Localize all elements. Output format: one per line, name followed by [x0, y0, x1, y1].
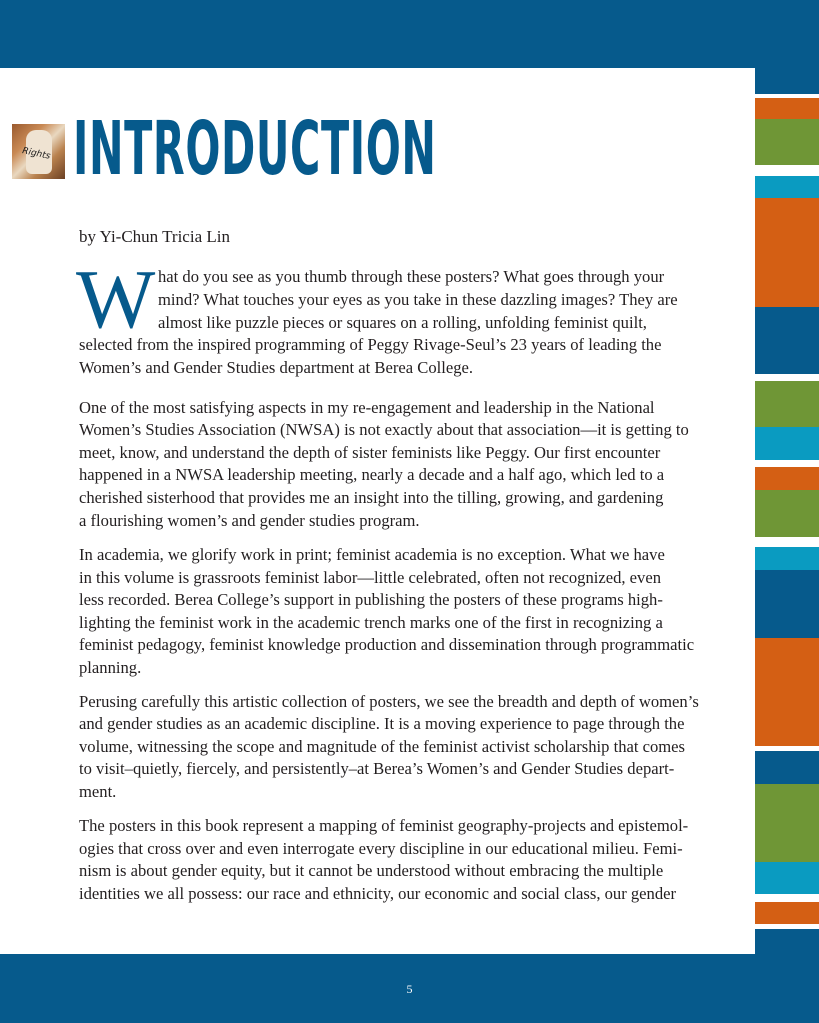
side-color-stripes: [755, 68, 819, 954]
stripe-orange: [755, 638, 819, 746]
stripe-orange: [755, 467, 819, 490]
stripe-green: [755, 490, 819, 537]
paragraph-2-line: cherished sisterhood that provides me an insight into the tilling, growing, and gardening: [79, 488, 664, 507]
paragraph-5-line: ogies that cross over and even interrogate every discipline in our educational milieu. Femi-: [79, 839, 683, 858]
paragraph-1-line: hat do you see as you thumb through these posters? What goes through your: [158, 267, 665, 286]
drop-cap: W: [76, 253, 156, 346]
paragraph-5-line: identities we all possess: our race and ethnicity, our economic and social class, our gender: [79, 884, 677, 903]
paragraph-4-line: volume, witnessing the scope and magnitude of the feminist activist scholarship that comes: [79, 737, 686, 756]
paragraph-3-line: planning.: [79, 658, 142, 677]
paragraph-4-line: Perusing carefully this artistic collection of posters, we see the breadth and depth of women’s: [79, 692, 699, 711]
stripe-orange: [755, 198, 819, 307]
stripe-orange: [755, 98, 819, 119]
paragraph-3-line: feminist pedagogy, feminist knowledge production and dissemination through programmatic: [79, 635, 695, 654]
stripe-green: [755, 784, 819, 862]
paragraph-3-line: less recorded. Berea College’s support in publishing the posters of these programs high-: [79, 590, 663, 609]
page-title: INTRODUCTION: [73, 106, 437, 192]
top-color-band: [0, 0, 819, 68]
stripe-orange: [755, 902, 819, 924]
stripe-green: [755, 119, 819, 165]
paragraph-4-line: ment.: [79, 782, 117, 801]
paragraph-5-line: The posters in this book represent a mapping of feminist geography-projects and epistemol-: [79, 816, 689, 835]
paragraph-3-line: in this volume is grassroots feminist labor—little celebrated, often not recognized, even: [79, 568, 662, 587]
image-label: Rights: [21, 146, 52, 162]
stripe-teal: [755, 176, 819, 198]
stripe-blue: [755, 68, 819, 94]
stripe-teal: [755, 427, 819, 460]
paragraph-4-line: and gender studies as an academic discipline. It is a moving experience to page through the: [79, 714, 685, 733]
paragraph-1-line: almost like puzzle pieces or squares on a rolling, unfolding feminist quilt,: [158, 313, 647, 332]
stripe-blue: [755, 751, 819, 784]
paragraph-5-line: nism is about gender equity, but it cannot be understood without embracing the multiple: [79, 861, 664, 880]
stripe-blue: [755, 929, 819, 954]
stripe-green: [755, 381, 819, 427]
stripe-teal: [755, 862, 819, 894]
paragraph-1-line: Women’s and Gender Studies department at Berea College.: [79, 358, 474, 377]
paragraph-1-line: selected from the inspired programming of Peggy Rivage-Seul’s 23 years of leading the: [79, 335, 662, 354]
paragraph-1-line: mind? What touches your eyes as you take in these dazzling images? They are: [158, 290, 678, 309]
paragraph-2-line: a flourishing women’s and gender studies program.: [79, 511, 420, 530]
stripe-teal: [755, 547, 819, 570]
paragraph-2-line: happened in a NWSA leadership meeting, nearly a decade and a half ago, which led to a: [79, 465, 665, 484]
paragraph-2-line: Women’s Studies Association (NWSA) is not exactly about that association—it is getting to: [79, 420, 689, 439]
stripe-blue: [755, 570, 819, 638]
paragraph-3-line: lighting the feminist work in the academic trench marks one of the first in recognizing a: [79, 613, 663, 632]
byline: by Yi-Chun Tricia Lin: [79, 227, 230, 246]
paragraph-4-line: to visit–quietly, fiercely, and persistently–at Berea’s Women’s and Gender Studies depart-: [79, 759, 675, 778]
page-number: 5: [406, 982, 413, 996]
header-hand-image: [12, 124, 65, 179]
paragraph-3-line: In academia, we glorify work in print; feminist academia is no exception. What we have: [79, 545, 665, 564]
paragraph-2-line: meet, know, and understand the depth of sister feminists like Peggy. Our first encounter: [79, 443, 661, 462]
stripe-blue: [755, 307, 819, 374]
paragraph-2-line: One of the most satisfying aspects in my re-engagement and leadership in the National: [79, 398, 655, 417]
